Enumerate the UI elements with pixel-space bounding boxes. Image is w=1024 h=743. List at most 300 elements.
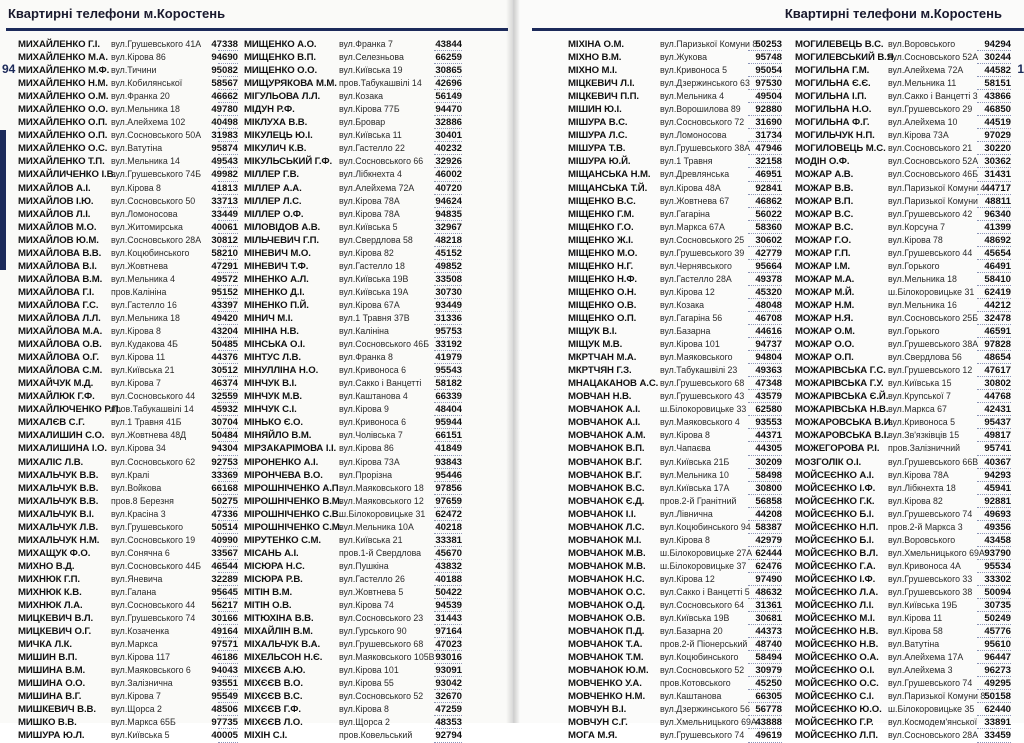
- entry-address: вул.Алейхема 10: [888, 117, 958, 128]
- entry-name: МІХЄЄВ Г.Ф.: [244, 704, 301, 716]
- directory-entry: [795, 534, 1011, 547]
- entry-name: МИХАЙЛОВ А.І.: [18, 182, 91, 194]
- entry-phone: 58182: [435, 378, 462, 390]
- entry-address: вул.Київська 5: [111, 730, 170, 741]
- entry-phone: 47946: [755, 143, 782, 155]
- entry-address: вул.Сосновського 25: [660, 234, 745, 245]
- entry-phone: 49363: [755, 365, 782, 377]
- directory-entry: [795, 651, 1011, 664]
- entry-name: МІЛЛЕР А.А.: [244, 182, 302, 194]
- directory-entry: [795, 429, 1011, 442]
- entry-name: МИХАЛЬЧУК В.В.: [18, 495, 99, 507]
- entry-name: МІГУЛЬОВА Л.Л.: [244, 91, 321, 103]
- entry-address: вул.Гастелло 26: [339, 573, 405, 584]
- directory-entry: [795, 77, 1011, 90]
- entry-phone: 50094: [984, 586, 1011, 598]
- directory-entry: [568, 312, 782, 325]
- directory-entry: [795, 638, 1011, 651]
- entry-phone: 45654: [984, 247, 1011, 259]
- entry-name: МІЛЛЕР Л.С.: [244, 195, 302, 207]
- directory-entry: [795, 729, 1011, 742]
- entry-phone: 50422: [435, 586, 462, 598]
- entry-phone: 95944: [435, 417, 462, 429]
- directory-entry: [795, 155, 1011, 168]
- column-2: [244, 38, 462, 743]
- entry-phone: 62444: [755, 547, 782, 559]
- entry-address: вул.Кривоноса 5: [888, 417, 956, 428]
- entry-address: вул.Каштанова 4: [339, 391, 408, 402]
- directory-entry: [18, 208, 238, 221]
- directory-entry: [568, 208, 782, 221]
- directory-entry: [568, 403, 782, 416]
- entry-phone: 30512: [211, 365, 238, 377]
- directory-entry: [18, 103, 238, 116]
- entry-phone: 47023: [435, 639, 462, 651]
- entry-phone: 47259: [435, 704, 462, 716]
- entry-phone: 30812: [211, 234, 238, 246]
- entry-address: вул.Грушевського 74: [888, 508, 973, 519]
- entry-name: МОВЧАНОК Н.С.: [568, 573, 645, 585]
- entry-address: вул.Кірова 86: [339, 443, 394, 454]
- entry-phone: 95741: [984, 443, 1011, 455]
- entry-address: вул.Сосновського 62: [111, 456, 196, 467]
- directory-entry: [18, 586, 238, 599]
- entry-phone: 66339: [435, 391, 462, 403]
- entry-phone: 43204: [211, 326, 238, 338]
- entry-phone: 94690: [211, 52, 238, 64]
- entry-address: вул.Маяковського: [660, 352, 733, 363]
- entry-name: МОВЧАНОК Є.Д.: [568, 495, 645, 507]
- entry-address: вул.Кірова 77Б: [339, 104, 400, 115]
- entry-name: МИХАЙЛОВ М.О.: [18, 221, 97, 233]
- directory-entry: [18, 521, 238, 534]
- entry-phone: 94043: [211, 665, 238, 677]
- entry-phone: 95748: [755, 52, 782, 64]
- entry-address: вул.Київська 19А: [339, 286, 409, 297]
- entry-address: вул.Сосновського 52А: [888, 52, 979, 63]
- directory-entry: [18, 38, 238, 51]
- entry-address: вул.Крупської 7: [888, 391, 951, 402]
- entry-name: МОЙСЕЄНКО С.І.: [795, 691, 874, 703]
- entry-phone: 30704: [211, 417, 238, 429]
- directory-entry: [795, 195, 1011, 208]
- book-gutter: [506, 0, 520, 723]
- directory-entry: [18, 403, 238, 416]
- entry-name: МОГИЛЬЧУК Н.П.: [795, 130, 875, 142]
- entry-phone: 62580: [755, 404, 782, 416]
- entry-name: МОЖАР А.В.: [795, 169, 854, 181]
- entry-name: МОВЧУН В.І.: [568, 704, 627, 716]
- entry-address: пров.Залізничний: [888, 443, 961, 454]
- entry-phone: 30802: [984, 378, 1011, 390]
- entry-address: вул.Козаченка: [111, 626, 170, 637]
- entry-name: МІШУРА Т.В.: [568, 143, 626, 155]
- entry-name: МОЖАРІВСЬКА Г.С.: [795, 365, 886, 377]
- directory-entry: [244, 547, 462, 560]
- entry-name: МОВЧАНОК А.І.: [568, 404, 641, 416]
- entry-name: МІЩЕНКО В.С.: [568, 195, 636, 207]
- entry-phone: 30244: [984, 52, 1011, 64]
- entry-address: вул.Каштанова: [660, 691, 722, 702]
- directory-entry: [18, 377, 238, 390]
- entry-phone: 95082: [211, 65, 238, 77]
- directory-entry: [795, 612, 1011, 625]
- entry-phone: 43866: [984, 91, 1011, 103]
- entry-address: вул.Грушевського 38: [888, 586, 973, 597]
- entry-address: вул.Табукашвілі 23: [660, 365, 738, 376]
- entry-name: МИХАЙЛОВА О.В.: [18, 339, 102, 351]
- entry-phone: 40218: [435, 521, 462, 533]
- directory-entry: [568, 168, 782, 181]
- directory-entry: [795, 560, 1011, 573]
- entry-address: вул.Дзержинського 56: [660, 704, 750, 715]
- entry-phone: 47336: [211, 508, 238, 520]
- entry-name: МОЖАР О.М.: [795, 326, 855, 338]
- directory-entry: [244, 129, 462, 142]
- directory-entry: [18, 690, 238, 703]
- entry-phone: 58494: [755, 652, 782, 664]
- directory-entry: [244, 64, 462, 77]
- entry-address: вул.Кірова 73А: [339, 456, 400, 467]
- entry-address: вул.Алейхема 3: [888, 665, 953, 676]
- entry-address: вул.Коцюбинського 94: [660, 521, 751, 532]
- entry-name: МІШУРА В.С.: [568, 117, 628, 129]
- entry-phone: 58360: [755, 221, 782, 233]
- entry-name: МОВЧАНОК О.С.: [568, 586, 646, 598]
- entry-name: МІКУЛЬСЬКИЙ Г.Ф.: [244, 156, 333, 168]
- directory-entry: [18, 508, 238, 521]
- entry-address: вул.Грушевського 44: [888, 247, 973, 258]
- entry-address: вул.Калініна: [339, 326, 389, 337]
- entry-phone: 45152: [435, 247, 462, 259]
- entry-phone: 30209: [755, 456, 782, 468]
- entry-name: МИХАЙЛОВА В.В.: [18, 247, 102, 259]
- entry-address: вул.Маркса: [111, 639, 158, 650]
- entry-name: МОВЧАНОК В.Г.: [568, 469, 642, 481]
- directory-entry: [18, 273, 238, 286]
- entry-phone: 30735: [984, 600, 1011, 612]
- entry-name: МОВЧАНОК Ю.М.: [568, 665, 649, 677]
- entry-name: МОВЧЕНКО У.А.: [568, 678, 642, 690]
- directory-entry: [244, 456, 462, 469]
- entry-address: вул.Кірова 8: [339, 704, 389, 715]
- entry-address: вул.Гагаріна: [660, 208, 710, 219]
- directory-entry: [18, 338, 238, 351]
- directory-entry: [244, 586, 462, 599]
- entry-address: пров.2-й Маркса 3: [888, 521, 963, 532]
- directory-entry: [795, 234, 1011, 247]
- entry-address: вул.Кірова 11: [888, 613, 943, 624]
- entry-phone: 30401: [435, 130, 462, 142]
- entry-address: вул.Ватутіна: [111, 143, 163, 154]
- entry-address: вул.Мельника 10: [660, 469, 729, 480]
- entry-address: вул.Тичини: [111, 65, 157, 76]
- directory-entry: [18, 247, 238, 260]
- entry-phone: 33369: [211, 469, 238, 481]
- directory-entry: [568, 586, 782, 599]
- entry-name: МІХЄЄВ В.С.: [244, 691, 303, 703]
- entry-address: вул.Лібкнехта 18: [888, 482, 956, 493]
- entry-phone: 97571: [211, 639, 238, 651]
- entry-phone: 32670: [435, 691, 462, 703]
- entry-address: вул.Київська 21: [111, 365, 175, 376]
- entry-address: вул.Франка 20: [111, 91, 170, 102]
- entry-address: вул.Паризької Комуни 8: [888, 691, 986, 702]
- entry-phone: 97029: [984, 130, 1011, 142]
- entry-address: вул.Кірова 8: [111, 326, 161, 337]
- entry-phone: 95753: [435, 326, 462, 338]
- entry-name: МІЛОВІДОВ А.В.: [244, 221, 321, 233]
- entry-phone: 95437: [984, 417, 1011, 429]
- directory-entry: [795, 482, 1011, 495]
- entry-address: вул.Кірова 34: [111, 443, 166, 454]
- entry-address: вул.Космодем'янської: [888, 717, 978, 728]
- entry-address: ш.Білокоровицьке 27А: [660, 547, 753, 558]
- entry-name: МИХАЙЛЕНКО Т.П.: [18, 156, 105, 168]
- entry-address: вул.Свердлова 58: [339, 234, 413, 245]
- entry-name: МИХАЛЬЧУК В.І.: [18, 508, 94, 520]
- entry-name: МІШИН Ю.І.: [568, 104, 622, 116]
- entry-name: МИХНЮК Г.П.: [18, 573, 80, 585]
- directory-entry: [244, 599, 462, 612]
- directory-entry: [795, 299, 1011, 312]
- directory-entry: [18, 729, 238, 742]
- entry-name: МИХАЙЛЕНКО О.О.: [18, 104, 108, 116]
- entry-address: вул.Київська 19Б: [888, 600, 958, 611]
- entry-name: МИШИНА В.М.: [18, 665, 86, 677]
- entry-address: вул.Київська 19: [339, 65, 403, 76]
- entry-phone: 46002: [435, 169, 462, 181]
- entry-name: МОГИЛЬНА Г.М.: [795, 65, 870, 77]
- entry-name: МИХАЛІС Л.В.: [18, 456, 84, 468]
- entry-name: МІНЕНКО А.Л.: [244, 273, 309, 285]
- entry-address: вул.Грушевського 74Б: [111, 169, 201, 180]
- entry-phone: 50158: [984, 691, 1011, 703]
- entry-address: вул.Маркса 67: [888, 404, 947, 415]
- entry-phone: 46186: [211, 652, 238, 664]
- entry-name: МОВЧАНОК М.В.: [568, 547, 646, 559]
- entry-name: МОЙСЕЄНКО Ю.О.: [795, 704, 882, 716]
- entry-phone: 44373: [755, 626, 782, 638]
- entry-address: пров.Табукашвілі 14: [339, 78, 422, 89]
- entry-address: вул.Сосновського 44: [111, 600, 196, 611]
- directory-entry: [244, 90, 462, 103]
- entry-address: вул.Чапаєва: [660, 443, 711, 454]
- directory-entry: [795, 182, 1011, 195]
- entry-name: МОГИЛЕВСЬКИЙ В.Я.: [795, 52, 897, 64]
- entry-phone: 46850: [984, 104, 1011, 116]
- entry-name: МОВЧАНОК М.І.: [568, 534, 642, 546]
- entry-phone: 49164: [211, 626, 238, 638]
- directory-entry: [244, 651, 462, 664]
- entry-name: МОВЧАНОК Л.С.: [568, 521, 645, 533]
- entry-address: вул.Кірова 8: [111, 182, 161, 193]
- entry-phone: 56217: [211, 600, 238, 612]
- entry-name: МИХАЛИШИН С.О.: [18, 430, 105, 442]
- entry-name: МОГИЛЬНА Н.О.: [795, 104, 872, 116]
- entry-phone: 56022: [755, 208, 782, 220]
- entry-phone: 45941: [984, 482, 1011, 494]
- entry-address: вул.Франка 7: [339, 39, 393, 49]
- entry-name: МКРТЧАН М.А.: [568, 352, 637, 364]
- directory-entry: [568, 155, 782, 168]
- entry-phone: 49817: [984, 430, 1011, 442]
- directory-entry: [244, 625, 462, 638]
- directory-entry: [795, 664, 1011, 677]
- entry-address: вул.Грушевського 68: [660, 378, 745, 389]
- entry-phone: 30362: [984, 156, 1011, 168]
- directory-entry: [568, 286, 782, 299]
- entry-address: вул.Жукова: [660, 52, 707, 63]
- entry-phone: 40232: [435, 143, 462, 155]
- directory-entry: [244, 103, 462, 116]
- directory-entry: [568, 534, 782, 547]
- entry-address: вул.Кірова 9: [339, 404, 389, 415]
- entry-address: вул.Жовтнева 48Д: [111, 430, 187, 441]
- entry-name: МОДІН О.Ф.: [795, 156, 850, 168]
- entry-phone: 30979: [755, 665, 782, 677]
- entry-phone: 93843: [435, 456, 462, 468]
- entry-phone: 50514: [211, 521, 238, 533]
- entry-phone: 44208: [755, 508, 782, 520]
- entry-name: МИХАЙЛЕНКО Н.М.: [18, 78, 108, 90]
- entry-name: МИЩЕНКО А.О.: [244, 39, 317, 50]
- directory-entry: [244, 142, 462, 155]
- entry-phone: 94624: [435, 195, 462, 207]
- entry-phone: 94835: [435, 208, 462, 220]
- directory-entry: [18, 560, 238, 573]
- right-page-title: Квартирні телефони м.Коростень: [784, 6, 1002, 21]
- entry-address: вул.Кірова 101: [660, 339, 720, 350]
- directory-entry: [568, 677, 782, 690]
- entry-address: вул.Київська 5: [339, 221, 398, 232]
- entry-name: МИХАЙЛОВА С.М.: [18, 365, 103, 377]
- entry-address: пров.Табукашвілі 14: [111, 404, 194, 415]
- entry-address: вул.Алейхема 102: [111, 117, 186, 128]
- entry-phone: 49504: [755, 91, 782, 103]
- entry-address: вул.Кривоноса 6: [339, 417, 407, 428]
- entry-name: МІХЄЄВ В.О.: [244, 678, 303, 690]
- entry-address: вул.Ломоносова: [660, 130, 727, 141]
- entry-phone: 33381: [435, 534, 462, 546]
- directory-entry: [18, 168, 238, 181]
- entry-address: вул.Кірова 73А: [888, 130, 949, 141]
- directory-entry: [795, 351, 1011, 364]
- entry-address: вул.Сосновського 46Б: [888, 169, 978, 180]
- entry-name: МОВЧЕНКО Н.М.: [568, 691, 646, 703]
- entry-name: МИХНЮК Л.А.: [18, 600, 83, 612]
- directory-entry: [18, 469, 238, 482]
- entry-name: МІНУЛЛІНА Н.О.: [244, 365, 319, 377]
- directory-entry: [244, 495, 462, 508]
- entry-address: вул.Кірова 86: [111, 52, 166, 63]
- entry-phone: 31690: [755, 117, 782, 129]
- entry-name: МИШКО В.В.: [18, 717, 77, 729]
- entry-address: вул.Маркса 65Б: [111, 717, 176, 728]
- directory-entry: [18, 703, 238, 716]
- entry-address: вул.Грушевського 42: [888, 208, 973, 219]
- entry-address: вул.Сосновського 50А: [111, 130, 202, 141]
- directory-entry: [244, 508, 462, 521]
- entry-address: вул.Кірова 78: [888, 234, 943, 245]
- directory-entry: [568, 703, 782, 716]
- entry-address: вул.Київська 19В: [339, 273, 409, 284]
- entry-name: МОВЧАНОК І.І.: [568, 508, 636, 520]
- entry-name: МОЙСЕЄНКО О.І.: [795, 665, 875, 677]
- directory-entry: [18, 573, 238, 586]
- entry-address: вул.Грушевського 39: [660, 247, 745, 258]
- entry-address: вул.Сосновського 44Б: [111, 560, 201, 571]
- directory-entry: [18, 90, 238, 103]
- entry-name: МІХІН С.І.: [244, 730, 288, 742]
- entry-phone: 49982: [211, 169, 238, 181]
- entry-address: вул.Кірова 78А: [888, 469, 949, 480]
- entry-name: МІЛЬЧЕВИЧ Г.П.: [244, 234, 319, 246]
- column-1: [18, 38, 238, 743]
- edge-tab: [0, 130, 6, 270]
- entry-phone: 49295: [984, 678, 1011, 690]
- entry-address: вул.Маяковського 12: [339, 495, 424, 506]
- entry-phone: 93016: [435, 652, 462, 664]
- entry-address: вул.Мельника 10А: [339, 521, 414, 532]
- directory-entry: [795, 325, 1011, 338]
- entry-phone: 93553: [755, 417, 782, 429]
- entry-phone: 58151: [984, 78, 1011, 90]
- entry-phone: 95152: [211, 286, 238, 298]
- entry-address: вул.Кірова 74: [339, 600, 394, 611]
- entry-address: пров.2-й Гранітний: [660, 495, 737, 506]
- entry-address: вул.Грушевського 74: [111, 613, 196, 624]
- entry-phone: 42696: [435, 78, 462, 90]
- entry-address: вул.Горького: [888, 326, 940, 337]
- entry-phone: 40188: [435, 573, 462, 585]
- entry-name: МІЩУК М.В.: [568, 339, 623, 351]
- entry-name: МОЙСЕЄНКО Н.П.: [795, 521, 879, 533]
- entry-phone: 46491: [984, 260, 1011, 272]
- entry-phone: 97856: [435, 482, 462, 494]
- entry-name: МОВЧАН Н.В.: [568, 391, 632, 403]
- entry-name: МОВЧАНОК О.В.: [568, 613, 646, 625]
- entry-name: МОЖАРОВСЬКА В.И.: [795, 417, 894, 429]
- directory-entry: [244, 116, 462, 129]
- entry-name: МИХНО В.Д.: [18, 560, 75, 572]
- directory-entry: [568, 664, 782, 677]
- entry-address: ш.Білокоровицьке 35: [888, 704, 975, 715]
- entry-name: МІХНО М.І.: [568, 65, 618, 77]
- directory-entry: [795, 142, 1011, 155]
- directory-entry: [568, 260, 782, 273]
- directory-entry: [568, 325, 782, 338]
- entry-address: вул.Кралі: [111, 469, 150, 480]
- entry-phone: 96273: [984, 665, 1011, 677]
- entry-address: вул.Сосновського 52: [339, 691, 424, 702]
- directory-entry: [568, 625, 782, 638]
- directory-entry: [244, 729, 462, 742]
- directory-entry: [568, 482, 782, 495]
- entry-name: МІЩЕНКО Н.Ф.: [568, 273, 637, 285]
- entry-name: МИШУРА Ю.Л.: [18, 730, 85, 742]
- entry-address: вул.Кірова 117: [111, 652, 171, 663]
- entry-name: МОВЧАНОК О.Д.: [568, 600, 645, 612]
- directory-entry: [18, 142, 238, 155]
- header-rule: [532, 28, 1024, 31]
- entry-address: вул.Грушевського 33: [888, 573, 973, 584]
- directory-entry: [18, 716, 238, 729]
- entry-phone: 49543: [211, 156, 238, 168]
- entry-name: МОЖАРІВСЬКА Г.У.: [795, 378, 884, 390]
- entry-phone: 40990: [211, 534, 238, 546]
- entry-phone: 93449: [435, 299, 462, 311]
